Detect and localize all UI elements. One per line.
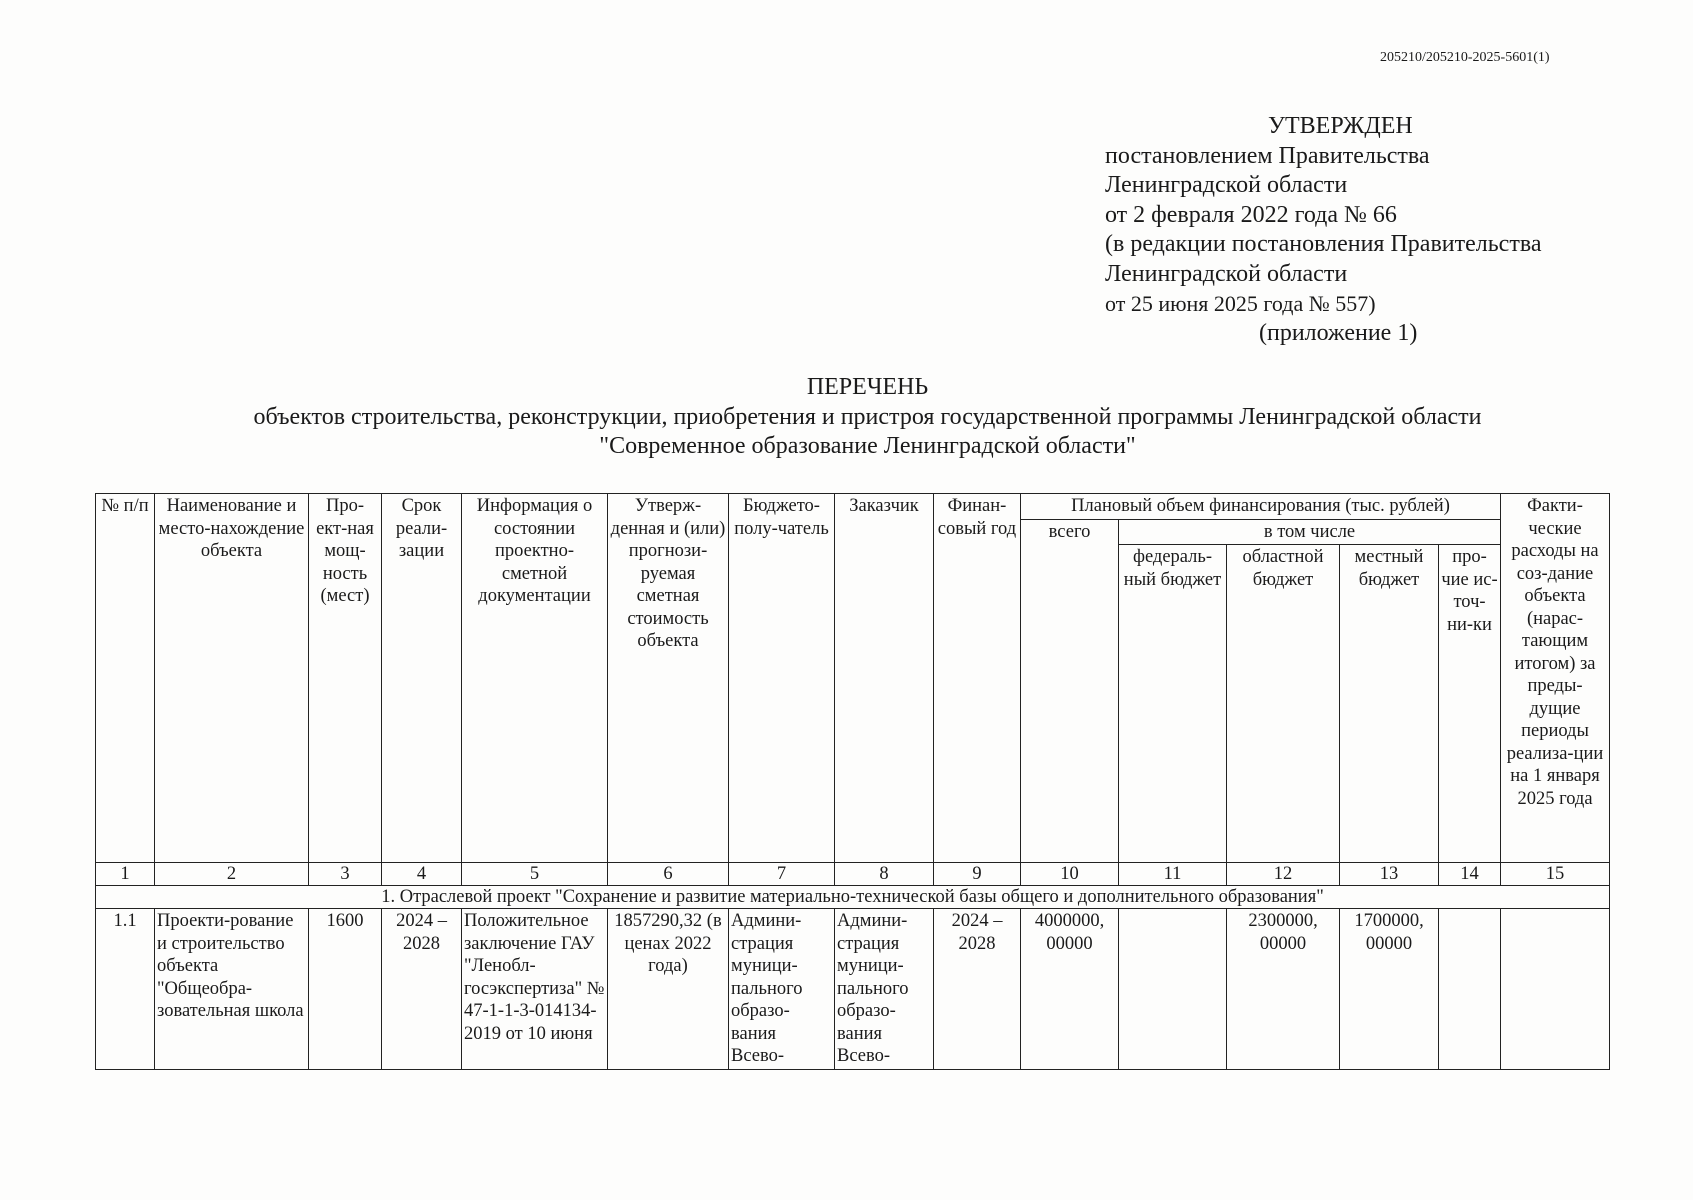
section-title: 1. Отраслевой проект "Сохранение и развитие материально-технической базы общего и дополнительного образования" bbox=[96, 886, 1610, 909]
header-period: Срок реали-зации bbox=[382, 494, 462, 863]
column-number: 15 bbox=[1501, 863, 1610, 886]
header-federal: федераль-ный бюджет bbox=[1119, 545, 1227, 863]
header-planned-financing: Плановый объем финансирования (тыс. рублей) bbox=[1021, 494, 1501, 520]
column-number: 10 bbox=[1021, 863, 1119, 886]
objects-table bbox=[95, 493, 1610, 1070]
column-number: 2 bbox=[155, 863, 309, 886]
approval-line: УТВЕРЖДЕН bbox=[1268, 113, 1413, 139]
header-capacity: Про-ект-ная мощ-ность (мест) bbox=[309, 494, 382, 863]
header-including: в том числе bbox=[1119, 519, 1501, 545]
cell-fin-year: 2024 – 2028 bbox=[934, 909, 1021, 1070]
header-total: всего bbox=[1021, 519, 1119, 863]
column-number: 7 bbox=[729, 863, 835, 886]
header-recipient: Бюджето-полу-чатель bbox=[729, 494, 835, 863]
header-regional: областной бюджет bbox=[1227, 545, 1340, 863]
cell-local: 1700000, 00000 bbox=[1340, 909, 1439, 1070]
approval-line: от 25 июня 2025 года № 557) bbox=[1105, 291, 1376, 316]
approval-stamp bbox=[1105, 112, 1542, 348]
column-number: 9 bbox=[934, 863, 1021, 886]
cell-recipient: Админи-страция муници-пального образо-вания Всево- bbox=[729, 909, 835, 1070]
column-number: 1 bbox=[96, 863, 155, 886]
title-line-1: объектов строительства, реконструкции, приобретения и пристроя государственной программы Ленинградской области bbox=[253, 403, 1482, 430]
column-number: 13 bbox=[1340, 863, 1439, 886]
cell-customer: Админи-страция муници-пального образо-вания Всево- bbox=[835, 909, 934, 1070]
table-row bbox=[96, 909, 1610, 1070]
header-customer: Заказчик bbox=[835, 494, 934, 863]
cell-docs: Положительное заключение ГАУ "Ленобл-госэкспертиза" № 47-1-1-3-014134-2019 от 10 июня bbox=[462, 909, 608, 1070]
cell-capacity: 1600 bbox=[309, 909, 382, 1070]
column-number: 4 bbox=[382, 863, 462, 886]
document-title bbox=[0, 373, 1693, 462]
cell-no: 1.1 bbox=[96, 909, 155, 1070]
cell-total: 4000000, 00000 bbox=[1021, 909, 1119, 1070]
header-local: местный бюджет bbox=[1340, 545, 1439, 863]
approval-line: Ленинградской области bbox=[1105, 260, 1348, 287]
cell-other bbox=[1439, 909, 1501, 1070]
title-line-2: "Современное образование Ленинградской области" bbox=[599, 433, 1136, 459]
header-cost: Утверж-денная и (или) прогнози-руемая сметная стоимость объекта bbox=[608, 494, 729, 863]
cell-cost: 1857290,32 (в ценах 2022 года) bbox=[608, 909, 729, 1070]
header-actual-expenses: Факти-ческие расходы на соз-дание объекта (нарас-тающим итогом) за преды-дущие периоды реализа-ции на 1 января 2025 года bbox=[1501, 494, 1610, 863]
column-number: 14 bbox=[1439, 863, 1501, 886]
column-number: 11 bbox=[1119, 863, 1227, 886]
column-number: 5 bbox=[462, 863, 608, 886]
header-fin-year: Финан-совый год bbox=[934, 494, 1021, 863]
approval-line: постановлением Правительства bbox=[1105, 142, 1430, 169]
header-docs: Информация о состоянии проектно-сметной документации bbox=[462, 494, 608, 863]
document-id: 205210/205210-2025-5601(1) bbox=[1380, 50, 1550, 65]
approval-line: Ленинградской области bbox=[1105, 172, 1348, 198]
title-main: ПЕРЕЧЕНЬ bbox=[806, 374, 929, 400]
approval-line: (приложение 1) bbox=[1259, 319, 1418, 346]
header-name: Наименование и место-нахождение объекта bbox=[155, 494, 309, 863]
column-number: 8 bbox=[835, 863, 934, 886]
column-number: 12 bbox=[1227, 863, 1340, 886]
cell-regional: 2300000, 00000 bbox=[1227, 909, 1340, 1070]
column-number: 3 bbox=[309, 863, 382, 886]
cell-period: 2024 – 2028 bbox=[382, 909, 462, 1070]
header-no: № п/п bbox=[96, 494, 155, 863]
cell-actual bbox=[1501, 909, 1610, 1070]
cell-name: Проекти-рование и строительство объекта "Общеобра-зовательная школа bbox=[155, 909, 309, 1070]
cell-federal bbox=[1119, 909, 1227, 1070]
approval-line: (в редакции постановления Правительства bbox=[1105, 231, 1542, 257]
header-other: про-чие ис-точ-ни-ки bbox=[1439, 545, 1501, 863]
column-number: 6 bbox=[608, 863, 729, 886]
approval-line: от 2 февраля 2022 года № 66 bbox=[1105, 201, 1397, 228]
